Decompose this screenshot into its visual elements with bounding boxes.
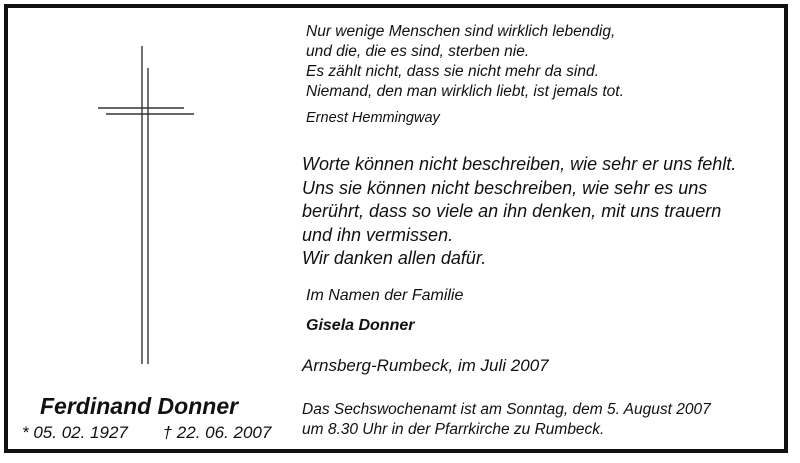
quote-line: Niemand, den man wirklich liebt, ist jemals tot. xyxy=(306,83,624,100)
service-notice xyxy=(302,400,711,440)
place-date: Arnsberg-Rumbeck, im Juli 2007 xyxy=(302,356,549,375)
deceased-name: Ferdinand Donner xyxy=(40,393,239,419)
quote-author: Ernest Hemmingway xyxy=(306,110,440,126)
death-date: † 22. 06. 2007 xyxy=(162,423,272,442)
thank-you-message xyxy=(302,153,736,271)
quote-line: Nur wenige Menschen sind wirklich lebendig, xyxy=(306,23,616,40)
life-dates xyxy=(22,422,271,444)
family-intro: Im Namen der Familie xyxy=(306,287,464,304)
message-line: berührt, dass so viele an ihn denken, mit uns trauern xyxy=(302,201,722,221)
message-line: Worte können nicht beschreiben, wie sehr er uns fehlt. xyxy=(302,154,737,174)
memorial-quote xyxy=(306,22,624,102)
quote-line: Es zählt nicht, dass sie nicht mehr da sind. xyxy=(306,63,599,80)
quote-line: und die, die es sind, sterben nie. xyxy=(306,43,530,60)
birth-date: * 05. 02. 1927 xyxy=(22,423,128,442)
message-line: Uns sie können nicht beschreiben, wie sehr es uns xyxy=(302,177,708,198)
message-line: und ihn vermissen. xyxy=(302,224,454,245)
service-line: um 8.30 Uhr in der Pfarrkirche zu Rumbeck. xyxy=(302,421,605,438)
service-line: Das Sechswochenamt ist am Sonntag, dem 5. August 2007 xyxy=(302,401,711,418)
latin-cross-icon xyxy=(98,46,194,364)
message-line: Wir danken allen dafür. xyxy=(302,248,487,268)
family-signature: Gisela Donner xyxy=(306,317,415,334)
